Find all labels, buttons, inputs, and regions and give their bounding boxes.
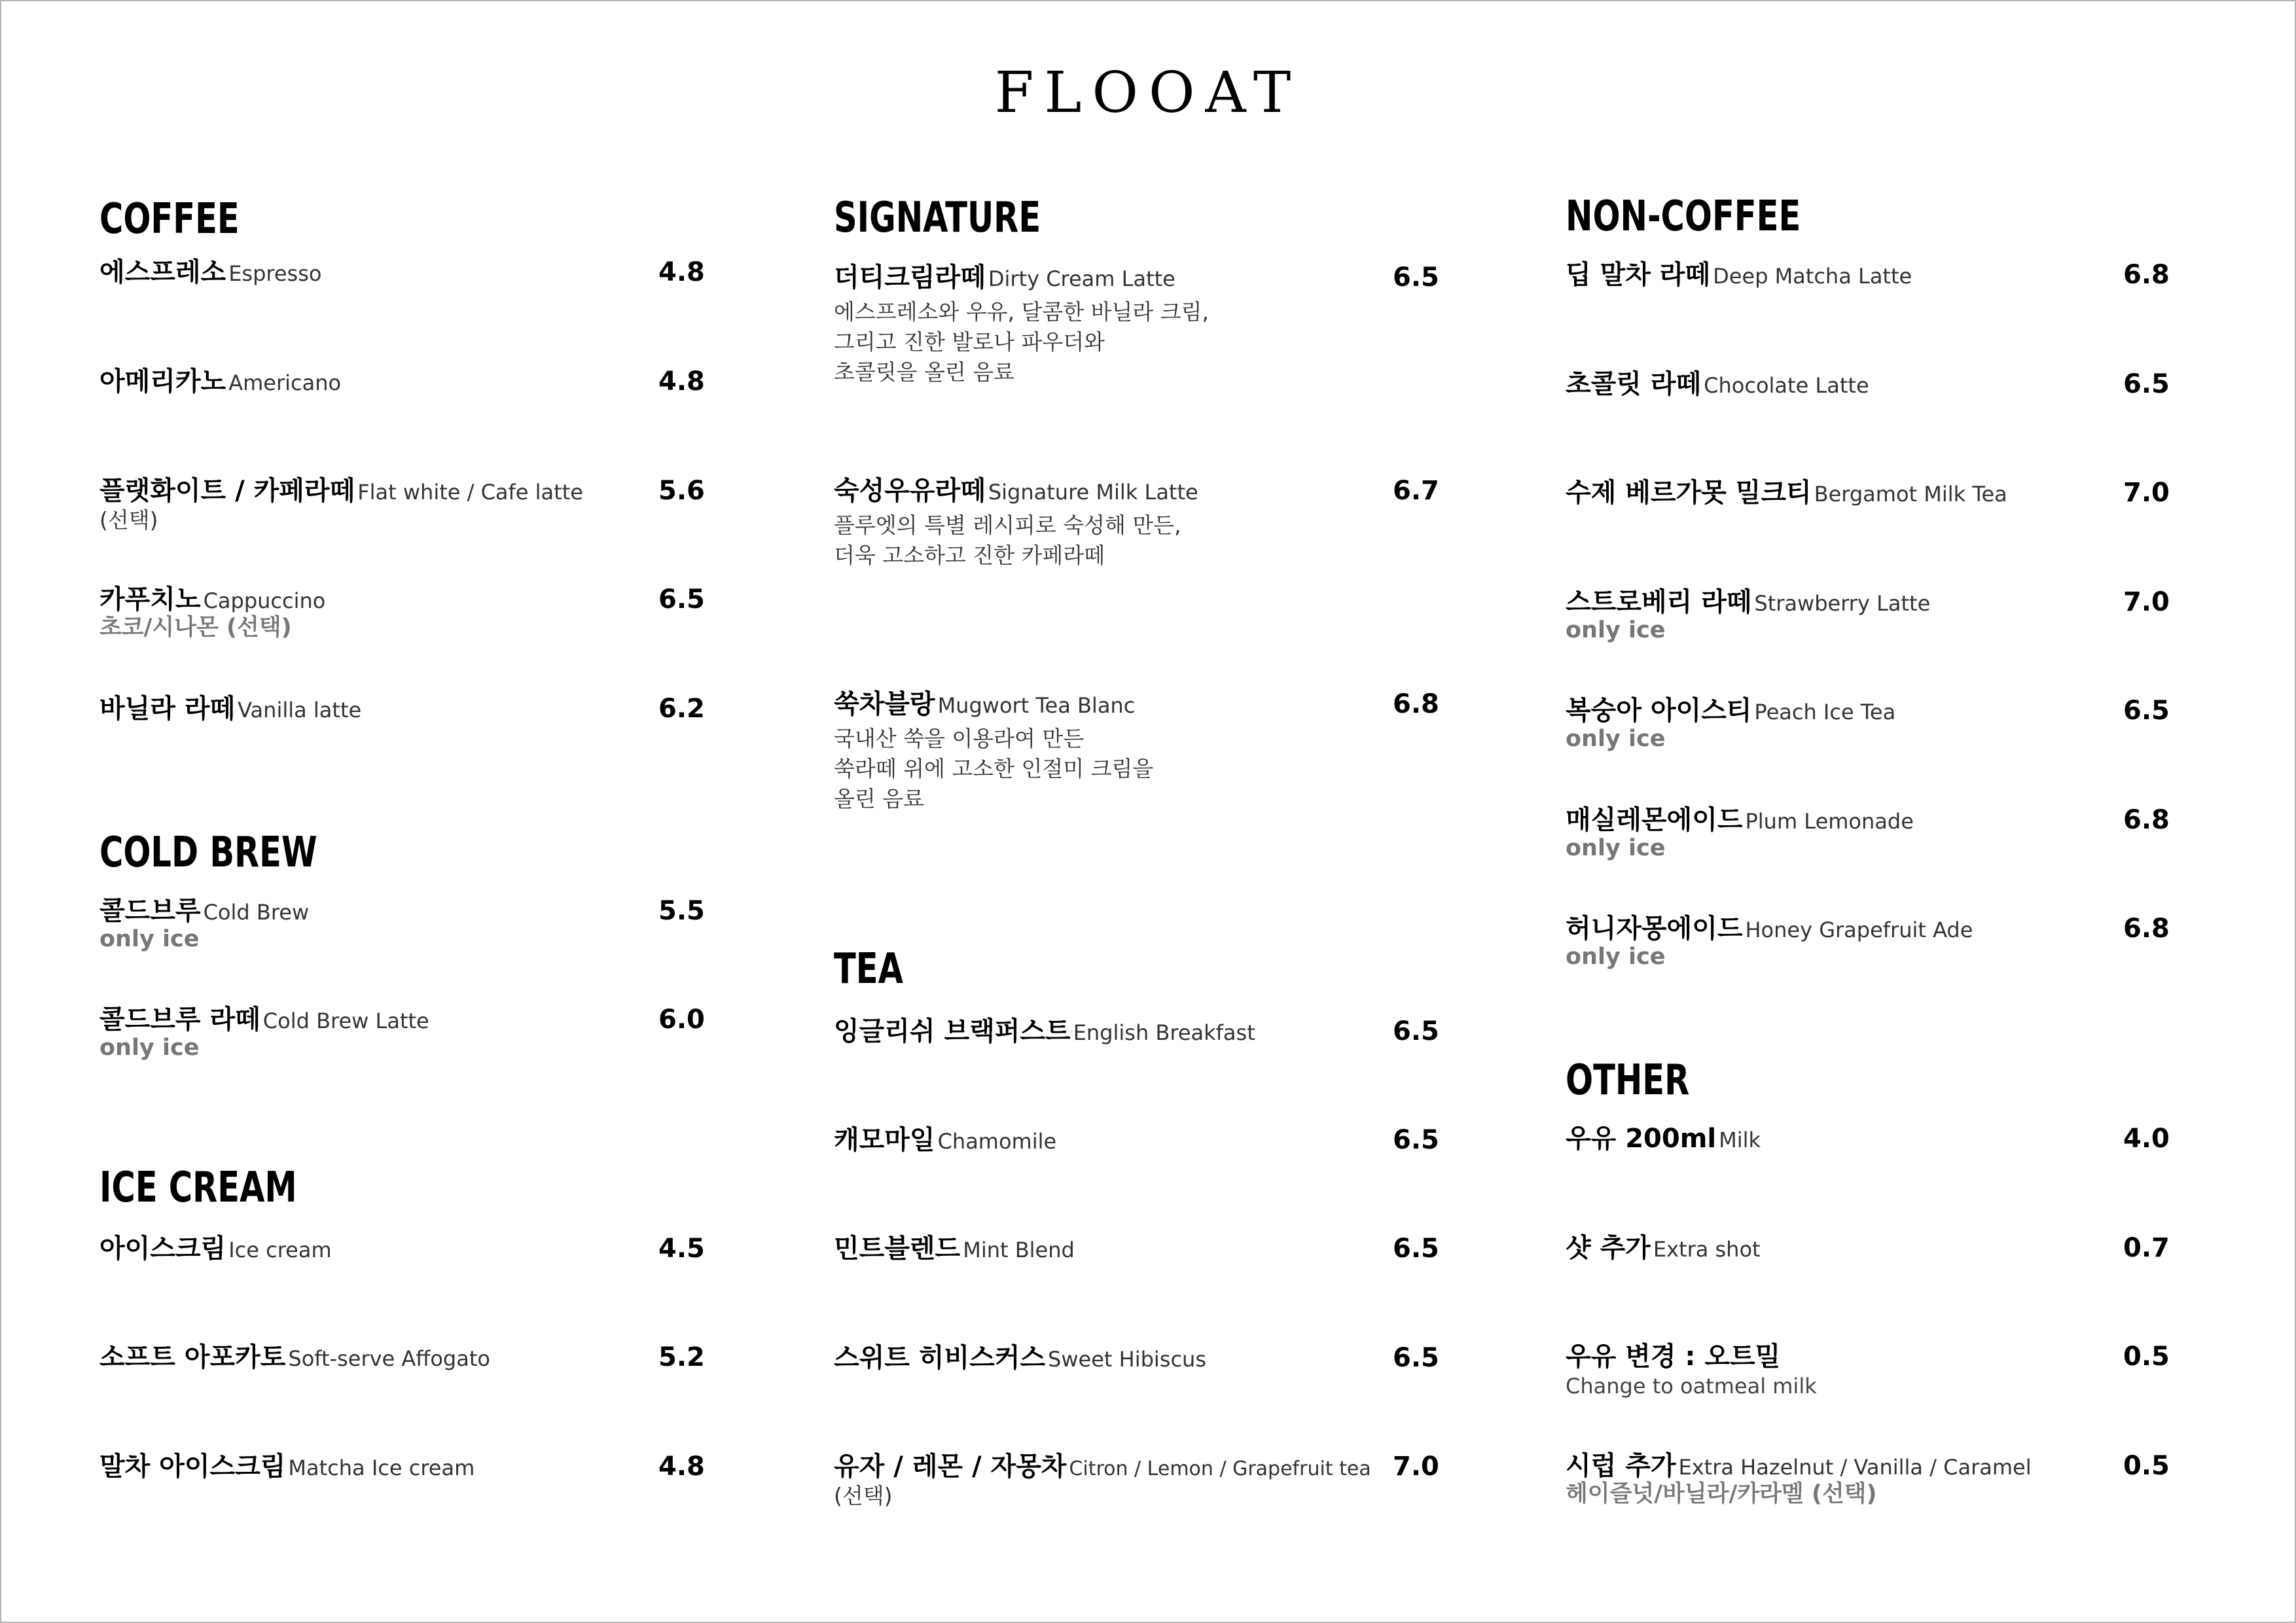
item-name-ko: 아메리카노 (99, 366, 226, 397)
item-name-en: Honey Grapefruit Ade (1745, 918, 1973, 942)
item-name-en: Strawberry Latte (1754, 591, 1931, 616)
item-price: 5.2 (658, 1342, 705, 1372)
item-name-en: Extra shot (1653, 1237, 1761, 1262)
item-name-ko: 플랫화이트 / 카페라떼 (99, 476, 355, 506)
item-name-en: Vanilla latte (238, 698, 362, 722)
item-price: 6.0 (658, 1005, 705, 1035)
item-note: only ice (1566, 835, 1666, 861)
item-name-en: Milk (1719, 1128, 1761, 1152)
item-price: 4.8 (658, 1452, 705, 1482)
item-description-line: 플루엣의 특별 레시피로 숙성해 만든, (834, 512, 1181, 538)
item-name-en: Cold Brew Latte (262, 1008, 429, 1033)
item-price: 6.5 (658, 584, 705, 615)
section-title: OTHER (1566, 1056, 1690, 1105)
item-name-ko: 수제 베르가못 밀크티 (1566, 478, 1812, 508)
item-name-ko: 초콜릿 라떼 (1566, 369, 1702, 399)
item-name-ko: 아이스크림 (99, 1234, 226, 1264)
item-price: 6.8 (2123, 260, 2170, 290)
section-title: COLD BREW (99, 829, 317, 877)
item-name-ko: 유자 / 레몬 / 자몽차 (834, 1452, 1067, 1482)
item-name-en: English Breakfast (1073, 1020, 1255, 1045)
item-note: only ice (1566, 726, 1666, 752)
item-name-ko: 시럽 추가 (1566, 1451, 1676, 1481)
item-price: 7.0 (1393, 1452, 1439, 1482)
item-name-ko: 더티크림라떼 (834, 262, 986, 293)
item-name-en: Plum Lemonade (1745, 809, 1914, 834)
item-price: 6.2 (658, 694, 705, 724)
section-title: SIGNATURE (834, 194, 1041, 242)
item-name-ko: 캐모마일 (834, 1125, 935, 1155)
item-name-ko: 샷 추가 (1566, 1233, 1651, 1263)
item-price: 6.8 (1393, 689, 1439, 719)
item-price: 4.0 (2123, 1124, 2170, 1154)
item-note: Change to oatmeal milk (1566, 1374, 1817, 1399)
item-price: 7.0 (2123, 478, 2170, 508)
item-price: 6.5 (1393, 1234, 1439, 1264)
item-name-en: Espresso (228, 261, 322, 286)
item-name-ko: 에스프레소 (99, 257, 226, 287)
item-name-ko: 잉글리쉬 브랙퍼스트 (834, 1016, 1071, 1046)
item-name-ko: 소프트 아포카토 (99, 1342, 286, 1372)
item-name-en: Flat white / Cafe latte (357, 480, 583, 505)
item-description-line: 에스프레소와 우유, 달콤한 바닐라 크림, (834, 299, 1209, 325)
item-name-ko: 콜드브루 (99, 896, 201, 926)
item-name-ko: 숙성우유라떼 (834, 476, 986, 506)
item-price: 0.7 (2123, 1233, 2170, 1263)
item-price: 6.5 (1393, 1343, 1439, 1373)
item-name-en: Ice cream (228, 1238, 332, 1262)
item-price: 7.0 (2123, 587, 2170, 617)
item-name-ko: 스위트 히비스커스 (834, 1343, 1046, 1373)
item-name-ko: 말차 아이스크림 (99, 1452, 286, 1482)
section-title: ICE CREAM (99, 1164, 297, 1212)
item-price: 6.5 (2123, 369, 2170, 399)
item-price: 5.6 (658, 476, 705, 506)
section-title: NON-COFFEE (1566, 192, 1801, 241)
item-note: 헤이즐넛/바닐라/카라멜 (선택) (1566, 1481, 1877, 1507)
item-name-ko: 쑥차블랑 (834, 689, 935, 719)
item-name-ko: 스트로베리 라떼 (1566, 587, 1752, 617)
item-description-line: 올린 음료 (834, 786, 925, 812)
item-name-en: Citron / Lemon / Grapefruit tea (1069, 1457, 1371, 1480)
item-name-en: Signature Milk Latte (988, 480, 1198, 505)
item-name-ko: 딥 말차 라떼 (1566, 260, 1711, 290)
item-price: 6.5 (1393, 1125, 1439, 1155)
item-name-ko: 우유 200ml (1566, 1124, 1717, 1154)
item-name-en: Peach Ice Tea (1754, 700, 1896, 724)
item-description-line: 더욱 고소하고 진한 카페라떼 (834, 543, 1105, 568)
item-name-ko: 허니자몽에이드 (1566, 914, 1743, 944)
item-price: 4.8 (658, 366, 705, 397)
item-price: 6.5 (2123, 696, 2170, 726)
item-price: 6.8 (2123, 805, 2170, 835)
item-note: 초코/시나몬 (선택) (99, 615, 292, 641)
item-name-en: Chamomile (937, 1129, 1057, 1154)
item-description-line: 그리고 진한 발로나 파우더와 (834, 329, 1105, 355)
item-note: only ice (1566, 944, 1666, 970)
section-title: TEA (834, 945, 903, 993)
item-name-en: Matcha Ice cream (288, 1455, 475, 1480)
item-note: only ice (1566, 617, 1666, 643)
item-description-line: 쑥라떼 위에 고소한 인절미 크림을 (834, 756, 1154, 781)
section-title: COFFEE (99, 195, 240, 243)
item-note: only ice (99, 926, 200, 952)
item-price: 0.5 (2123, 1342, 2170, 1372)
item-price: 6.5 (1393, 1016, 1439, 1046)
item-name-en: Mint Blend (963, 1238, 1075, 1262)
item-name-ko: 카푸치노 (99, 584, 201, 615)
item-price: 5.5 (658, 896, 705, 926)
item-name-en: Americano (228, 370, 342, 395)
item-price: 6.8 (2123, 914, 2170, 944)
item-name-en: Chocolate Latte (1704, 373, 1869, 398)
item-name-en: Soft-serve Affogato (288, 1346, 490, 1371)
item-name-en: Cold Brew (203, 900, 310, 925)
item-price: 4.5 (658, 1234, 705, 1264)
item-price: 0.5 (2123, 1451, 2170, 1481)
item-price: 6.5 (1393, 262, 1439, 293)
item-name-en: Sweet Hibiscus (1048, 1347, 1206, 1372)
item-note: (선택) (99, 507, 158, 533)
item-price: 4.8 (658, 257, 705, 287)
item-name-en: Deep Matcha Latte (1713, 264, 1912, 289)
brand-logo: FLOOAT (994, 60, 1302, 126)
item-name-ko: 콜드브루 라떼 (99, 1005, 260, 1035)
item-name-ko: 바닐라 라떼 (99, 694, 236, 724)
item-name-en: Bergamot Milk Tea (1814, 482, 2007, 507)
item-name-ko: 민트블렌드 (834, 1234, 961, 1264)
item-name-ko: 우유 변경 : 오트밀 (1566, 1342, 1781, 1372)
item-note: only ice (99, 1035, 200, 1061)
item-description-line: 국내산 쑥을 이용라여 만든 (834, 726, 1085, 751)
item-price: 6.7 (1393, 476, 1439, 506)
item-name-ko: 복숭아 아이스티 (1566, 696, 1752, 726)
item-name-ko: 매실레몬에이드 (1566, 805, 1743, 835)
item-name-en: Cappuccino (203, 588, 326, 613)
item-name-en: Dirty Cream Latte (988, 266, 1175, 291)
item-description-line: 초콜릿을 올린 음료 (834, 359, 1015, 385)
item-name-en: Mugwort Tea Blanc (937, 693, 1136, 718)
item-note: (선택) (834, 1483, 893, 1508)
item-name-en: Extra Hazelnut / Vanilla / Caramel (1678, 1455, 2032, 1480)
